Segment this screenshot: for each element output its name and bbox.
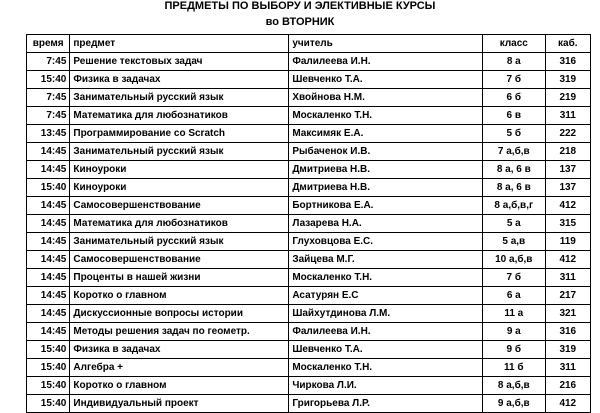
- cell-teacher: Зайцева М.Г.: [289, 251, 483, 269]
- schedule-body: [27, 53, 591, 413]
- cell-subject: Киноуроки: [70, 161, 289, 179]
- table-row: [27, 53, 591, 71]
- cell-class: 9 а,б,в: [483, 395, 546, 413]
- cell-room: 412: [545, 251, 590, 269]
- table-row: [27, 71, 591, 89]
- table-row: [27, 107, 591, 125]
- cell-class: 7 б: [483, 269, 546, 287]
- table-row: [27, 305, 591, 323]
- cell-room: 311: [545, 269, 590, 287]
- cell-class: 7 а,б,в: [483, 143, 546, 161]
- cell-subject: Самосовершенствование: [70, 197, 289, 215]
- cell-room: 119: [545, 233, 590, 251]
- cell-subject: Занимательный русский язык: [70, 143, 289, 161]
- cell-class: 5 б: [483, 125, 546, 143]
- cell-room: 316: [545, 53, 590, 71]
- cell-subject: Коротко о главном: [70, 287, 289, 305]
- cell-teacher: Фалилеева И.Н.: [289, 323, 483, 341]
- cell-class: 8 а,б,в,г: [483, 197, 546, 215]
- cell-time: 15:40: [27, 71, 70, 89]
- cell-teacher: Фалилеева И.Н.: [289, 53, 483, 71]
- cell-room: 217: [545, 287, 590, 305]
- cell-teacher: Дмитриева Н.В.: [289, 161, 483, 179]
- cell-time: 14:45: [27, 143, 70, 161]
- cell-subject: Киноуроки: [70, 179, 289, 197]
- cell-subject: Самосовершенствование: [70, 251, 289, 269]
- cell-subject: Индивидуальный проект: [70, 395, 289, 413]
- cell-room: 319: [545, 341, 590, 359]
- cell-room: 316: [545, 323, 590, 341]
- cell-room: 222: [545, 125, 590, 143]
- table-row: [27, 89, 591, 107]
- table-row: [27, 125, 591, 143]
- column-header-class: класс: [483, 35, 546, 53]
- cell-subject: Занимательный русский язык: [70, 233, 289, 251]
- cell-time: 15:40: [27, 395, 70, 413]
- cell-time: 7:45: [27, 53, 70, 71]
- cell-class: 9 а: [483, 323, 546, 341]
- schedule-table: [26, 34, 591, 413]
- cell-room: 218: [545, 143, 590, 161]
- table-row: [27, 341, 591, 359]
- cell-time: 14:45: [27, 251, 70, 269]
- cell-subject: Математика для любознатиков: [70, 215, 289, 233]
- cell-teacher: Лазарева Н.А.: [289, 215, 483, 233]
- cell-time: 14:45: [27, 323, 70, 341]
- table-row: [27, 251, 591, 269]
- cell-class: 8 а: [483, 53, 546, 71]
- cell-class: 10 а,б,в: [483, 251, 546, 269]
- cell-room: 137: [545, 179, 590, 197]
- cell-time: 14:45: [27, 305, 70, 323]
- table-row: [27, 179, 591, 197]
- cell-room: 321: [545, 305, 590, 323]
- cell-teacher: Шевченко Т.А.: [289, 71, 483, 89]
- table-row: [27, 233, 591, 251]
- column-header-time: время: [27, 35, 70, 53]
- cell-subject: Занимательный русский язык: [70, 89, 289, 107]
- cell-teacher: Рыбаченок И.В.: [289, 143, 483, 161]
- page-title-block: [0, 0, 600, 30]
- column-header-subject: предмет: [70, 35, 289, 53]
- cell-teacher: Чиркова Л.И.: [289, 377, 483, 395]
- cell-time: 14:45: [27, 161, 70, 179]
- table-header-row: [27, 35, 591, 53]
- cell-time: 13:45: [27, 125, 70, 143]
- cell-subject: Программирование со Scratch: [70, 125, 289, 143]
- column-header-room: каб.: [545, 35, 590, 53]
- cell-room: 311: [545, 107, 590, 125]
- table-row: [27, 377, 591, 395]
- cell-teacher: Асатурян Е.С: [289, 287, 483, 305]
- cell-time: 7:45: [27, 107, 70, 125]
- cell-room: 412: [545, 395, 590, 413]
- table-row: [27, 395, 591, 413]
- cell-subject: Дискуссионные вопросы истории: [70, 305, 289, 323]
- table-row: [27, 323, 591, 341]
- cell-teacher: Москаленко Т.Н.: [289, 359, 483, 377]
- cell-subject: Проценты в нашей жизни: [70, 269, 289, 287]
- cell-class: 6 б: [483, 89, 546, 107]
- cell-teacher: Григорьева Л.Р.: [289, 395, 483, 413]
- cell-class: 11 б: [483, 359, 546, 377]
- cell-room: 137: [545, 161, 590, 179]
- table-row: [27, 197, 591, 215]
- cell-room: 319: [545, 71, 590, 89]
- cell-time: 14:45: [27, 215, 70, 233]
- cell-teacher: Шевченко Т.А.: [289, 341, 483, 359]
- column-header-teacher: учитель: [289, 35, 483, 53]
- cell-time: 15:40: [27, 179, 70, 197]
- cell-teacher: Максимяк Е.А.: [289, 125, 483, 143]
- cell-teacher: Дмитриева Н.В.: [289, 179, 483, 197]
- cell-class: 11 а: [483, 305, 546, 323]
- table-row: [27, 215, 591, 233]
- cell-time: 14:45: [27, 287, 70, 305]
- cell-teacher: Хвойнова Н.М.: [289, 89, 483, 107]
- cell-teacher: Шайхутдинова Л.М.: [289, 305, 483, 323]
- page-title: ПРЕДМЕТЫ ПО ВЫБОРУ И ЭЛЕКТИВНЫЕ КУРСЫ: [164, 0, 436, 12]
- cell-room: 219: [545, 89, 590, 107]
- cell-subject: Алгебра +: [70, 359, 289, 377]
- cell-class: 8 а, 6 в: [483, 179, 546, 197]
- cell-subject: Решение текстовых задач: [70, 53, 289, 71]
- cell-time: 15:40: [27, 341, 70, 359]
- cell-time: 14:45: [27, 197, 70, 215]
- page-subtitle: во ВТОРНИК: [265, 16, 335, 28]
- cell-subject: Коротко о главном: [70, 377, 289, 395]
- cell-class: 7 б: [483, 71, 546, 89]
- cell-class: 6 а: [483, 287, 546, 305]
- cell-class: 9 б: [483, 341, 546, 359]
- cell-class: 5 а: [483, 215, 546, 233]
- table-row: [27, 359, 591, 377]
- cell-subject: Физика в задачах: [70, 71, 289, 89]
- cell-time: 7:45: [27, 89, 70, 107]
- cell-teacher: Глуховцова Е.С.: [289, 233, 483, 251]
- cell-room: 216: [545, 377, 590, 395]
- cell-class: 6 в: [483, 107, 546, 125]
- cell-time: 14:45: [27, 233, 70, 251]
- table-row: [27, 269, 591, 287]
- cell-teacher: Москаленко Т.Н.: [289, 107, 483, 125]
- cell-time: 15:40: [27, 377, 70, 395]
- cell-room: 311: [545, 359, 590, 377]
- cell-time: 15:40: [27, 359, 70, 377]
- cell-class: 8 а, 6 в: [483, 161, 546, 179]
- cell-teacher: Бортникова Е.А.: [289, 197, 483, 215]
- cell-time: 14:45: [27, 269, 70, 287]
- cell-room: 412: [545, 197, 590, 215]
- cell-class: 5 а,в: [483, 233, 546, 251]
- cell-subject: Физика в задачах: [70, 341, 289, 359]
- cell-class: 8 а,б,в: [483, 377, 546, 395]
- cell-room: 315: [545, 215, 590, 233]
- cell-teacher: Москаленко Т.Н.: [289, 269, 483, 287]
- table-row: [27, 143, 591, 161]
- table-row: [27, 161, 591, 179]
- cell-subject: Математика для любознатиков: [70, 107, 289, 125]
- table-row: [27, 287, 591, 305]
- cell-subject: Методы решения задач по геометр.: [70, 323, 289, 341]
